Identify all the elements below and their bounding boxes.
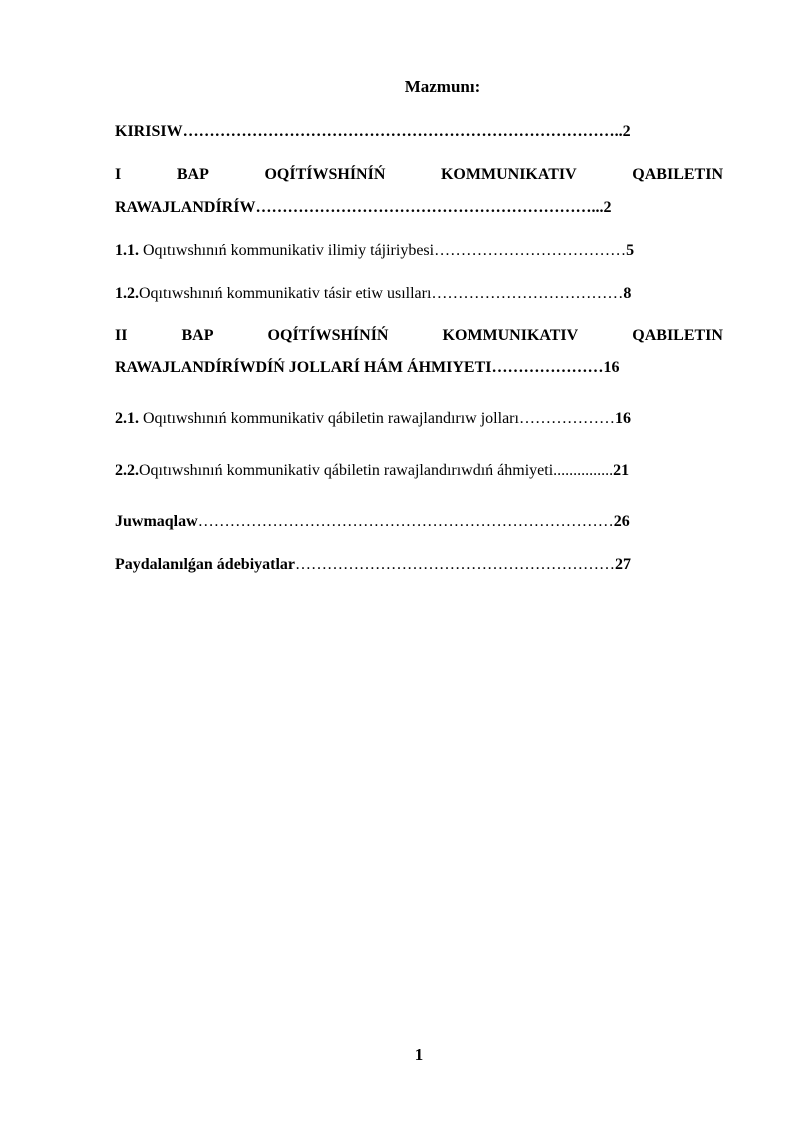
page-ref: 21 (613, 462, 630, 479)
toc-chapter-1-line2 (115, 198, 611, 220)
toc-entry-text: KIRISIW………………………………………………………………………..2 (115, 123, 631, 140)
heading-word: OQÍTÍWSHÍNÍŃ (264, 166, 386, 183)
toc-entry-1-1 (115, 241, 634, 263)
heading-word: II (115, 327, 128, 344)
page-number: 1 (414, 1045, 424, 1064)
heading-word: KOMMUNIKATIV (442, 327, 579, 344)
toc-entry-intro (115, 122, 631, 144)
page-ref: 26 (613, 513, 630, 530)
section-title: Oqıtıwshınıń kommunikativ tásir etiw usılları……………………………… (139, 285, 624, 302)
section-number: 1.1. (115, 242, 139, 259)
section-number: 1.2. (115, 285, 139, 302)
heading-word: OQÍTÍWSHÍNÍŃ (267, 327, 389, 344)
page-ref: 8 (623, 285, 632, 302)
heading-word: KOMMUNIKATIV (440, 166, 577, 183)
toc-entry-text: RAWAJLANDÍRÍW………………………………………………………...2 (115, 199, 612, 216)
section-number: 2.2. (115, 462, 139, 479)
toc-title: Mazmunı: (404, 77, 481, 96)
section-title: Oqıtıwshınıń kommunikativ qábiletin rawajlandırıw jolları……………… (139, 410, 615, 427)
toc-chapter-2-line2 (115, 358, 619, 380)
page-ref: 16 (614, 410, 631, 427)
toc-entry-references (115, 555, 631, 577)
page-ref: 5 (626, 242, 635, 259)
heading-word: QABILETIN (632, 327, 723, 344)
toc-chapter-1-heading (115, 165, 723, 187)
heading-word: BAP (181, 327, 214, 344)
heading-word: BAP (176, 166, 209, 183)
leader-dots: …………………………………………………………………… (197, 513, 614, 530)
section-title: Oqıtıwshınıń kommunikativ qábiletin rawajlandırıwdıń áhmiyeti............... (139, 462, 614, 479)
toc-entry-text: RAWAJLANDÍRÍWDÍŃ JOLLARÍ HÁM ÁHMIYETI…………………16 (115, 359, 620, 376)
section-title: Oqıtıwshınıń kommunikativ ilimiy tájiriybesi……………………………… (139, 242, 627, 259)
toc-entry-1-2 (115, 284, 631, 306)
toc-entry-2-2 (115, 461, 629, 483)
page-ref: 27 (615, 556, 632, 573)
toc-entry-conclusion (115, 512, 630, 534)
section-title: Paydalanılǵan ádebiyatlar (115, 556, 296, 573)
toc-entry-2-1 (115, 409, 631, 431)
toc-chapter-2-heading (115, 326, 723, 348)
leader-dots: …………………………………………………… (295, 556, 616, 573)
heading-word: I (115, 166, 122, 183)
section-number: 2.1. (115, 410, 139, 427)
section-title: Juwmaqlaw (115, 513, 198, 530)
heading-word: QABILETIN (632, 166, 723, 183)
